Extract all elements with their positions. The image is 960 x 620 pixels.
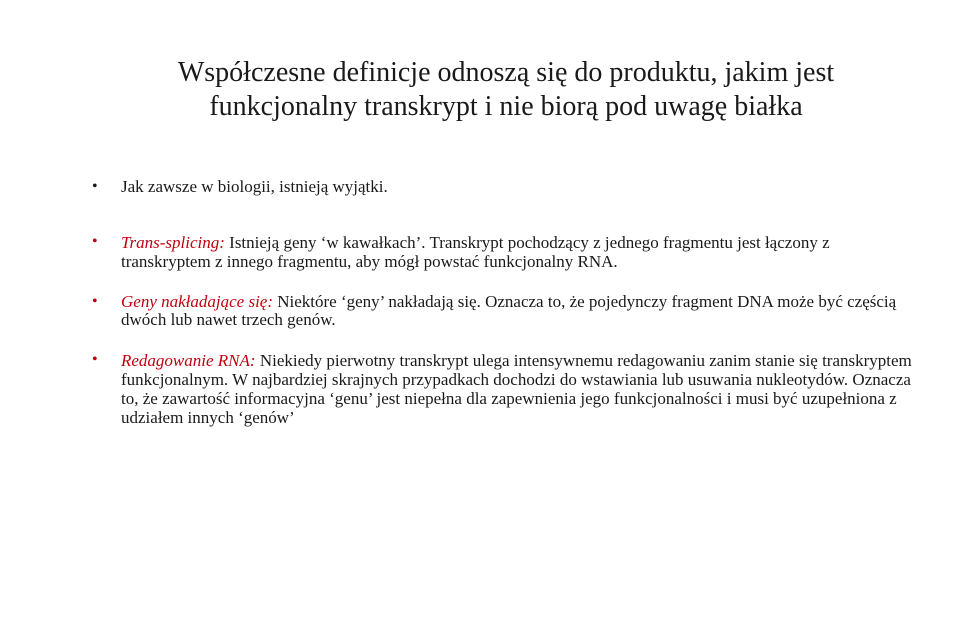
bullet-icon: • xyxy=(92,351,98,368)
bullet-text: Niektóre ‘geny’ nakładają się. Oznacza to, że pojedynczy fragment DNA może być częścią dwóch lub nawet trzech genów. xyxy=(121,292,897,329)
bullet-icon: • xyxy=(92,233,98,250)
bullet-text: Jak zawsze w biologii, istnieją wyjątki. xyxy=(121,177,388,196)
bullet-list xyxy=(92,178,912,427)
bullet-term: Trans-splicing: xyxy=(121,233,225,252)
slide-title: Współczesne definicje odnoszą się do produktu, jakim jest funkcjonalny transkrypt i nie biorą pod uwagę białka xyxy=(177,57,835,122)
bullet-text: Istnieją geny ‘w kawałkach’. Transkrypt pochodzący z jednego fragmentu jest łączony z transkryptem z innego fragmentu, aby mógł powstać funkcjonalny RNA. xyxy=(121,233,830,271)
bullet-term: Redagowanie RNA: xyxy=(121,351,256,370)
bullet-rna-editing xyxy=(92,351,912,427)
bullet-icon: • xyxy=(92,293,98,310)
bullet-text: Niekiedy pierwotny transkrypt ulega intensywnemu redagowaniu zanim stanie się transkryptem funkcjonalnym. W najbardziej skrajnych przypadkach dochodzi do wstawiania lub usuwania nukleotydów. Oznacza to, że zawartość informacyjna ‘genu’ jest niepełna dla zapewnienia jego funkcjonalności i musi być uzupełniona z udziałem innych ‘genów’ xyxy=(121,351,912,427)
bullet-term: Geny nakładające się: xyxy=(121,292,273,311)
bullet-overlapping-genes xyxy=(92,293,912,329)
bullet-icon: • xyxy=(92,178,98,195)
bullet-trans-splicing xyxy=(92,233,912,271)
bullet-exceptions xyxy=(92,178,912,196)
